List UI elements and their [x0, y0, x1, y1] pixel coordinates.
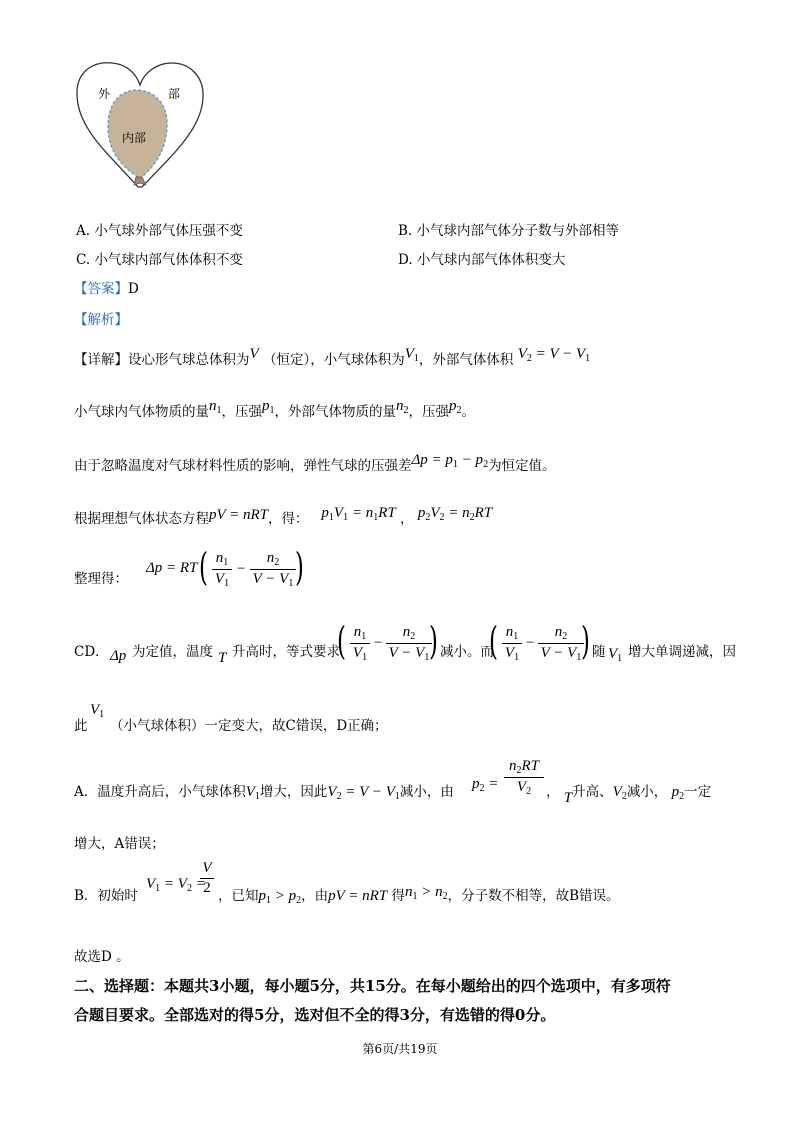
frac-p2: $n_2RT$ $V_2$ — [504, 758, 544, 797]
b-text-1: B．初始时 — [74, 888, 138, 904]
math-p1: $p_1$ — [262, 398, 275, 416]
math-eq2: $p_2V_2 = n_2RT$ — [417, 505, 493, 523]
math-delta-p-cd: Δp — [110, 648, 127, 664]
detail-text: 减小， — [626, 784, 668, 800]
cd-label: CD． — [74, 644, 109, 660]
answer-tag: 【答案】 — [74, 281, 128, 297]
math-V1-cd: $V_1$ — [608, 646, 623, 664]
minus-sign-cd1: − — [373, 635, 384, 651]
paren-open-cd1: ( — [336, 619, 346, 663]
math-eq1: $p_1V_1 = n_1RT$ — [321, 505, 396, 523]
b-line-rest — [218, 884, 620, 906]
outer-label-1: 外 — [98, 87, 111, 101]
math-T-cd: T — [218, 650, 227, 666]
cd-text-4: 随 — [592, 644, 606, 660]
detail-text: ，外部气体物质的量 — [274, 404, 396, 420]
detail-text: 小气球内气体物质的量 — [74, 404, 209, 420]
section-heading-line-1: 二、选择题：本题共3小题，每小题5分，共15分。在每小题给出的四个选项中，有多项符 — [74, 977, 671, 995]
detail-text: ， — [546, 784, 560, 800]
math-n1: $n_1$ — [209, 398, 222, 416]
cd-text-1: 为定值，温度 — [132, 644, 213, 660]
detail-text: ， — [400, 511, 414, 527]
answer-value: D — [128, 281, 139, 297]
math-V1-eq-V2: $V_1 = V_2$ = — [146, 876, 206, 894]
detail-text: （恒定），小气球体积为 — [262, 352, 405, 368]
outer-label-2: 部 — [168, 87, 181, 101]
math-p2-lhs: $p_2$ = — [472, 776, 499, 794]
math-T-a: T — [563, 790, 573, 806]
paren-close-cd2: ) — [580, 619, 590, 663]
heart-balloon-diagram — [70, 55, 210, 195]
detail-text: 。 — [461, 404, 475, 420]
detail-tag: 【详解】 — [74, 352, 128, 368]
cd-text-5: 增大单调递减，因 — [628, 644, 736, 660]
math-V: V — [249, 346, 259, 362]
frac-cd2-b: $n_2$ $V - V_1$ — [538, 624, 584, 663]
frac-V-2: V 2 — [200, 860, 214, 897]
section-heading-line-2: 合题目要求。全部选对的得5分，选对但不全的得3分，有选错的得0分。 — [74, 1006, 556, 1024]
cd-text-2: 升高时，等式要求 — [232, 644, 340, 660]
detail-line-2 — [74, 398, 475, 420]
math-p1-gt-p2: $p_1 > p_2$ — [258, 888, 302, 906]
frac-n2-V-V1: $n_2$ $V - V_1$ — [250, 550, 296, 589]
page-footer: 第6页/共19页 — [362, 1042, 438, 1056]
detail-text: ，得： — [268, 511, 309, 527]
detail-text: ，分子数不相等，故B错误。 — [447, 888, 620, 904]
math-V1: $V_1$ — [404, 346, 419, 364]
detail-line-5-label: 整理得： — [74, 571, 128, 587]
math-p2-a: $p_2$ — [671, 784, 685, 802]
detail-text: ，压强 — [221, 404, 262, 420]
math-V1-cd2: $V_1$ — [90, 702, 105, 720]
math-V2-a: $V_2 = V - V_1$ — [327, 784, 400, 802]
detail-text: ，压强 — [408, 404, 449, 420]
detail-text: ，由 — [301, 888, 329, 904]
minus-sign: − — [236, 561, 247, 577]
detail-line-4 — [74, 505, 492, 527]
analysis-tag: 【解析】 — [74, 312, 128, 328]
final-answer: 故选D 。 — [74, 949, 130, 965]
math-ideal-gas: pV = nRT — [209, 507, 269, 523]
detail-text: 升高、 — [572, 784, 613, 800]
cd2-text-2: （小气球体积）一定变大，故C错误，D正确； — [110, 718, 388, 734]
detail-text: 得 — [391, 888, 405, 904]
detail-text: 设心形气球总体积为 — [128, 352, 250, 368]
math-V2-eq: $V_2 = V - V_1$ — [517, 346, 591, 364]
detail-text: ，已知 — [218, 888, 259, 904]
inner-label: 内部 — [122, 131, 147, 145]
frac-n1-V1: $n_1$ $V_1$ — [212, 550, 232, 589]
detail-line-1 — [74, 346, 590, 368]
cd-text-3: 减小。而 — [440, 644, 494, 660]
option-c: C. 小气球内部气体体积不变 — [76, 252, 243, 268]
detail-text: ，外部气体体积 — [418, 352, 514, 368]
paren-close-cd1: ) — [428, 619, 438, 663]
math-p2: $p_2$ — [449, 398, 462, 416]
math-delta-p: $\Delta p = p_1 - p_2$ — [411, 452, 489, 470]
detail-text: 为恒定值。 — [488, 458, 556, 474]
detail-text: A．温度升高后，小气球体积 — [74, 784, 246, 800]
option-a: A. 小气球外部气体压强不变 — [76, 223, 243, 239]
paren-open-cd2: ( — [488, 619, 498, 663]
detail-text: 减小，由 — [399, 784, 454, 800]
math-result-lhs: Δp = RT — [146, 560, 198, 576]
paren-close: ) — [294, 545, 304, 589]
detail-text: 一定 — [684, 784, 712, 800]
paren-open: ( — [198, 545, 208, 589]
math-V1-a: $V_1$ — [245, 784, 260, 802]
option-d: D. 小气球内部气体体积变大 — [398, 252, 566, 268]
answer-line — [74, 277, 139, 297]
frac-cd2-a: $n_1$ $V_1$ — [502, 624, 522, 663]
minus-sign-cd2: − — [525, 635, 536, 651]
frac-cd1-a: $n_1$ $V_1$ — [350, 624, 370, 663]
detail-text: 由于忽略温度对气球材料性质的影响，弹性气球的压强差 — [74, 458, 412, 474]
math-V2-a2: $V_2$ — [612, 784, 627, 802]
math-ideal-gas-b: pV = nRT — [328, 888, 388, 904]
frac-cd1-b: $n_2$ $V - V_1$ — [386, 624, 432, 663]
a-line-2 — [546, 780, 711, 807]
detail-text: 根据理想气体状态方程 — [74, 511, 209, 527]
detail-line-3 — [74, 452, 556, 474]
heart-balloon-figure — [70, 55, 210, 195]
math-n2: $n_2$ — [396, 398, 409, 416]
cd2-text-1: 此 — [74, 718, 88, 734]
a-line — [74, 780, 454, 802]
a-line-cont: 增大，A错误； — [74, 836, 165, 852]
detail-text: 增大，因此 — [259, 784, 328, 800]
option-b: B. 小气球内部气体分子数与外部相等 — [398, 223, 620, 239]
math-n1-gt-n2: $n_1 > n_2$ — [404, 884, 448, 902]
